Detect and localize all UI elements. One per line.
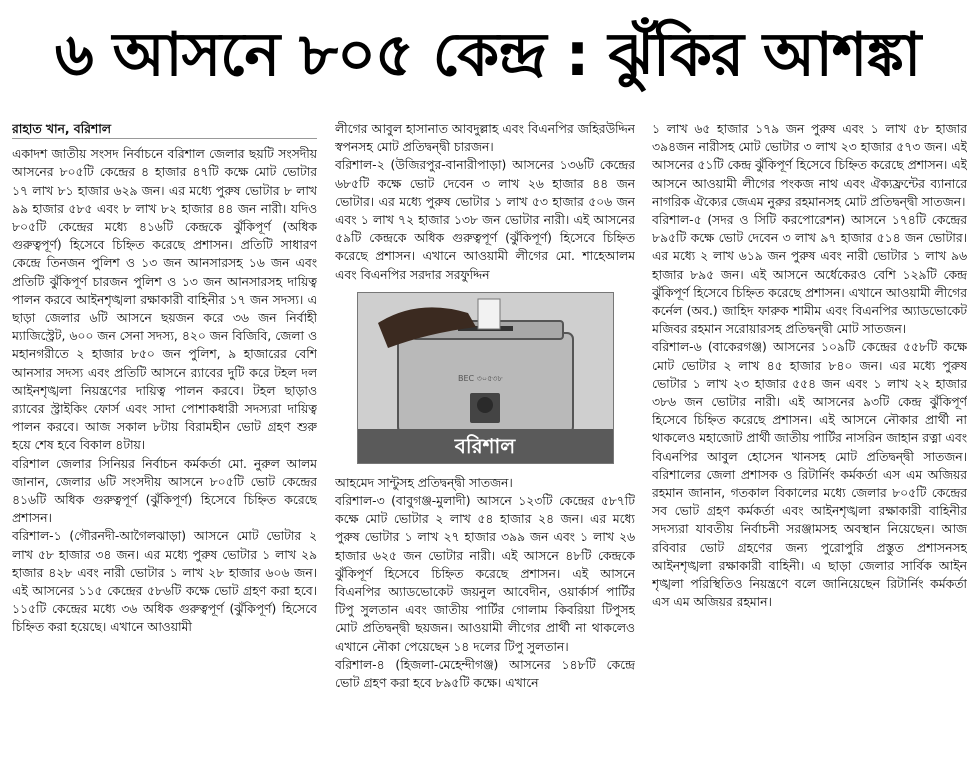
paragraph: ১ লাখ ৬৫ হাজার ১৭৯ জন পুরুষ এবং ১ লাখ ৫৮ হাজার ৩৯৪জন নারীসহ মোট ভোটার ৩ লাখ ২৩ হাজার ৫৭৩ জন। এই আসনের ৫১টি কেন্দ্র ঝুঁকিপূর্ণ হিসেবে চিহ্নিত করেছে প্রশাসন। এই আসনে আওয়ামী লীগের পংকজ নাথ এবং ঐক্যফ্রন্টের ব্যানারে নাগরিক ঐক্যের জেএম নুরুর রহমানসহ মোট প্রতিদ্বন্দ্বী সাতজন। bbox=[652, 122, 967, 209]
column-2 bbox=[335, 120, 635, 775]
paragraph: বরিশাল-২ (উজিরপুর-বানারীপাড়া) আসনের ১৩৬টি কেন্দ্রের ৬৮৫টি কক্ষে ভোট দেবেন ৩ লাখ ২৬ হাজার ৪৪ জন ভোটার। এর মধ্যে পুরুষ ভোটার ১ লাখ ৫৩ হাজার ৫০৬ জন এবং ১ লাখ ৭২ হাজার ১৩৮ জন ভোটার নারী। এই আসনের ৫৯টি কেন্দ্রকে অধিক গুরুত্বপূর্ণ (ঝুঁকিপূর্ণ) হিসেবে চিহ্নিত করেছে প্রশাসন। এখানে আওয়ামী লীগের মো. শাহেআলম এবং বিএনপির সরদার সরফুদ্দিন bbox=[335, 158, 635, 282]
column-1 bbox=[12, 120, 317, 775]
paragraph: লীগের আবুল হাসানাত আবদুল্লাহ এবং বিএনপির জহিরউদ্দিন স্বপনসহ মোট প্রতিদ্বন্দ্বী চারজন। bbox=[335, 122, 635, 155]
article-columns bbox=[12, 120, 967, 775]
paragraph: বরিশাল-৪ (হিজলা-মেহেন্দীগঞ্জ) আসনের ১৪৮টি কেন্দ্রে ভোট গ্রহণ করা হবে ৮৯৫টি কক্ষে। এখানে bbox=[335, 657, 635, 691]
photo-caption: বরিশাল bbox=[358, 429, 613, 463]
column-3 bbox=[652, 120, 967, 775]
ballot-box-photo bbox=[357, 292, 614, 464]
paragraph: বরিশাল-১ (গৌরনদী-আগৈলঝাড়া) আসনে মোট ভোটার ২ লাখ ৫৮ হাজার ৩৪ জন। এর মধ্যে পুরুষ ভোটার ১ লাখ ২৯ হাজার ৪২৮ এবং নারী ভোটার ১ লাখ ২৮ হাজার ৬০৬ জন। এই আসনের ১১৫ কেন্দ্রের ৫৮৬টি কক্ষে ভোট গ্রহণ করা হবে। ১১৫টি কেন্দ্রের মধ্যে ৩৬ অধিক গুরুত্বপূর্ণ (ঝুঁকিপূর্ণ) হিসেবে চিহ্নিত করা হয়েছে। এখানে আওয়ামী bbox=[12, 529, 317, 635]
paragraph: একাদশ জাতীয় সংসদ নির্বাচনে বরিশাল জেলার ছয়টি সংসদীয় আসনের ৮০৫টি কেন্দ্রের ৪ হাজার ৪৭টি কক্ষে মোট ভোটার ১৭ লাখ ৮১ হাজার ৬২৯ জন। এর মধ্যে পুরুষ ভোটার ৮ লাখ ৯৯ হাজার ৫৮৫ এবং ৮ লাখ ৮২ হাজার ৪৪ জন নারী। যদিও ৮০৫টি কেন্দ্রের মধ্যে ৪১৬টি কেন্দ্রকে ঝুঁকিপূর্ণ (অধিক গুরুত্বপূর্ণ) হিসেবে চিহ্নিত করেছে প্রশাসন। প্রতিটি সাধারণ কেন্দ্রে তিনজন পুলিশ ও ১৩ জন আনসারসহ ১৬ জন এবং প্রতিটি ঝুঁকিপূর্ণ চারজন পুলিশ ও ১৩ জন আনসারসহ দায়িত্ব পালন করবে আইনশৃঙ্খলা রক্ষাকারী বাহিনীর ১৭ জন সদস্য। এ ছাড়া জেলার ৬টি আসনে ছয়জন করে ৩৬ জন নির্বাহী ম্যাজিস্ট্রেট, ৬০০ জন সেনা সদস্য, ৪২০ জন বিজিবি, জেলা ও মহানগরীতে ২ হাজার ৮৫০ জন পুলিশ, ৯ হাজারের বেশি আনসার সদস্য এবং প্রতিটি আসনে র‌্যাবের দুটি করে টহল দল আইনশৃঙ্খলা নিয়ন্ত্রণের দায়িত্ব পালন করবে। টহল ছাড়াও র‌্যাবের স্ট্রাইকিং ফোর্স এবং সাদা পোশাকধারী সদস্যরা দায়িত্ব পালন করবে। আজ সকাল ৮টায় বিরামহীন ভোট গ্রহণ শুরু হয়ে শেষ হবে বিকাল ৪টায়। bbox=[12, 147, 317, 453]
paragraph: বরিশাল-৩ (বাবুগঞ্জ-মুলাদী) আসনে ১২৩টি কেন্দ্রের ৫৮৭টি কক্ষে মোট ভোটার ২ লাখ ৫৪ হাজার ২৪ জন। এর মধ্যে পুরুষ ভোটার ১ লাখ ২৭ হাজার ৩৯৯ জন এবং ১ লাখ ২৬ হাজার ৬২৫ জন ভোটার নারী। এই আসনে ৪৮টি কেন্দ্রকে ঝুঁকিপূর্ণ হিসেবে চিহ্নিত করেছে প্রশাসন। এই আসনে বিএনপির অ্যাডভোকেট জয়নুল আবেদীন, ওয়ার্কার্স পার্টির টিপু সুলতান এবং জাতীয় পার্টির গোলাম কিবরিয়া টিপুসহ মোট প্রতিদ্বন্দ্বী ছয়জন। আওয়ামী লীগের প্রার্থী না থাকলেও এখানে নৌকা পেয়েছেন ১৪ দলের টিপু সুলতান। bbox=[335, 494, 635, 654]
headline: ৬ আসনে ৮০৫ কেন্দ্র : ঝুঁকির আশঙ্কা bbox=[54, 20, 921, 90]
paragraph: আহমেদ সান্টুসহ প্রতিদ্বন্দ্বী সাতজন। bbox=[335, 475, 513, 490]
paragraph: বরিশাল জেলার সিনিয়র নির্বাচন কর্মকর্তা মো. নুরুল আলম জানান, জেলার ৬টি সংসদীয় আসনে ৮০৫টি ভোট কেন্দ্রের ৪১৬টি অধিক গুরুত্বপূর্ণ (ঝুঁকিপূর্ণ) হিসেবে চিহ্নিত করেছে প্রশাসন। bbox=[12, 456, 317, 526]
svg-text:BEC ৩০৫৩৮: BEC ৩০৫৩৮ bbox=[457, 373, 503, 383]
paragraph: বরিশাল-৬ (বাকেরগঞ্জ) আসনের ১০৯টি কেন্দ্রের ৫৫৮টি কক্ষে মোট ভোটার ২ লাখ ৪৫ হাজার ৮৪০ জন। এর মধ্যে পুরুষ ভোটার ১ লাখ ২৩ হাজার ৫৫৪ জন এবং ১ লাখ ২২ হাজার ৩৮৬ জন ভোটার নারী। এই আসনের ৯৩টি কেন্দ্র ঝুঁকিপূর্ণ হিসেবে চিহ্নিত করেছে প্রশাসন। এই আসনে নৌকার প্রার্থী না থাকলেও মহাজোট প্রার্থী জাতীয় পার্টির নাসরিন জাহান রত্না এবং বিএনপির আবুল হোসেন খানসহ মোট প্রতিদ্বন্দ্বী সাতজন। বরিশালের জেলা প্রশাসক ও রিটার্নিং কর্মকর্তা এস এম অজিয়র রহমান জানান, গতকাল বিকালের মধ্যে জেলার ৮০৫টি কেন্দ্রের সব ভোট গ্রহণ কর্মকর্তা এবং আইনশৃঙ্খলা রক্ষাকারী বাহিনীর সদস্যরা যাবতীয় নির্বাচনী সরঞ্জামসহ অবস্থান নিয়েছেন। আজ রবিবার ভোট গ্রহণের জন্য পুরোপুরি প্রস্তুত প্রশাসনসহ আইনশৃঙ্খলা রক্ষাকারী বাহিনী। এ ছাড়া জেলার সার্বিক আইন শৃঙ্খলা পরিস্থিতিও নিয়ন্ত্রণে বলে জানিয়েছেন রিটার্নিং কর্মকর্তা এস এম অজিয়র রহমান। bbox=[652, 340, 967, 610]
byline: রাহাত খান, বরিশাল bbox=[12, 120, 317, 139]
paragraph: বরিশাল-৫ (সদর ও সিটি করপোরেশন) আসনে ১৭৪টি কেন্দ্রের ৮৯৫টি কক্ষে ভোট দেবেন ৩ লাখ ৯৭ হাজার ৫১৪ জন ভোটার। এর মধ্যে ২ লাখ ৬১৯ জন পুরুষ এবং নারী ভোটার ১ লাখ ৯৬ হাজার ৮৯৫ জন। এই আসনে অর্ধেকেরও বেশি ১২৯টি কেন্দ্র ঝুঁকিপূর্ণ হিসেবে চিহ্নিত করেছে প্রশাসন। এখানে আওয়ামী লীগের কর্নেল (অব.) জাহিদ ফারুক শামীম এবং বিএনপির অ্যাডভোকেট মজিবর রহমান সরোয়ারসহ প্রতিদ্বন্দ্বী মোট সাতজন। bbox=[652, 213, 967, 337]
